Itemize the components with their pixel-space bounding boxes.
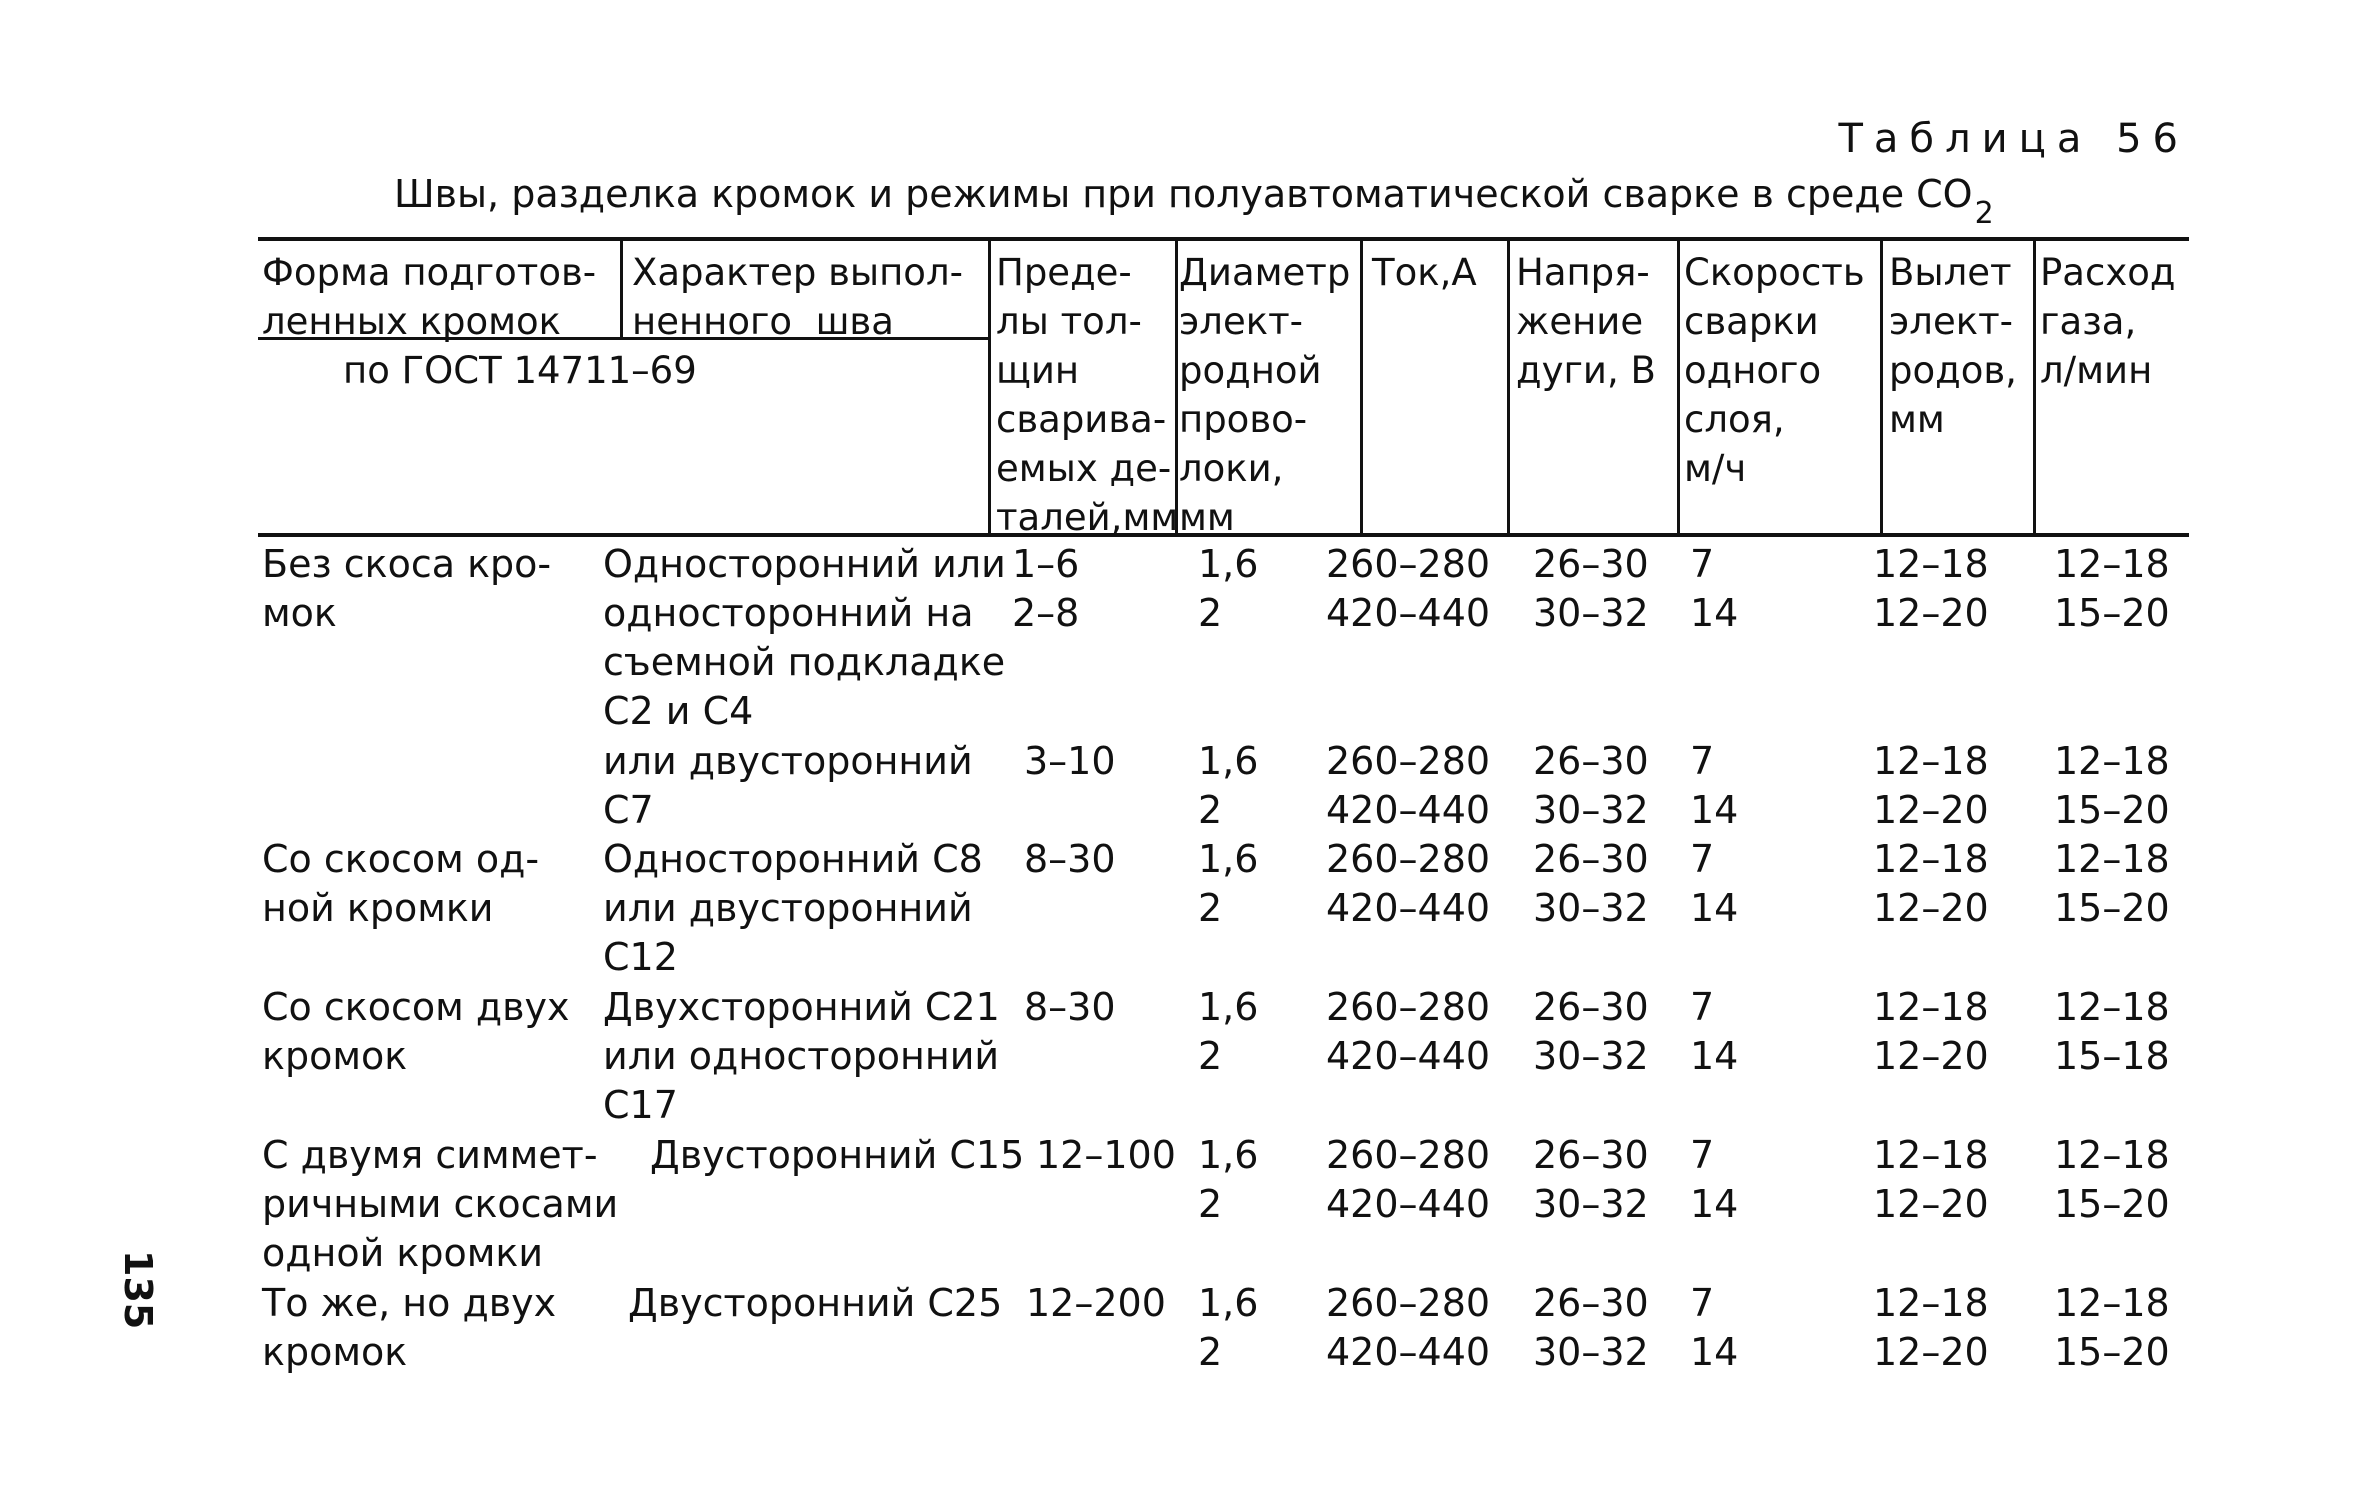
table-row-seam: Односторонний или односторонний на съемной подкладке С2 и С4 (603, 542, 1006, 733)
table-row-diameter: 1,6 2 (1198, 1281, 1259, 1374)
table-title-main: Швы, разделка кромок и режимы при полуавтоматической сварке в среде CO (394, 172, 1973, 216)
table-row-thickness: 12–200 (1026, 1281, 1166, 1325)
table-row-speed: 7 14 (1690, 1281, 1739, 1374)
table-row-seam: Двусторонний С25 (628, 1281, 1003, 1325)
header-thickness: Преде- лы тол- щин сварива- емых де- талей,мм (996, 251, 1179, 539)
table-row-gas: 12–18 15–20 (2054, 1281, 2170, 1374)
table-row-stickout: 12–18 12–20 (1873, 1133, 1989, 1226)
table-row-seam: Двухсторонний С21 или односторонний С17 (603, 985, 1000, 1127)
header-seam: Характер выпол- ненного шва (632, 251, 963, 343)
table-row-current: 260–280 420–440 (1326, 1281, 1491, 1374)
table-row-gas: 12–18 15–18 (2054, 985, 2170, 1078)
table-row-stickout: 12–18 12–20 (1873, 542, 1989, 635)
table-label: Таблица 56 (1838, 116, 2189, 162)
header-speed: Скорость сварки одного слоя, м/ч (1684, 251, 1865, 490)
table-row-form: То же, но двух кромок (262, 1281, 557, 1374)
page-number: 135 (116, 1250, 160, 1330)
table-row-voltage: 26–30 30–32 (1533, 837, 1649, 930)
table-row-seam: или двусторонний С7 (603, 739, 973, 832)
table-row-form: Со скосом двух кромок (262, 985, 570, 1078)
header-divider-2 (988, 241, 991, 533)
table-row-seam: Односторонний С8 или двусторонний С12 (603, 837, 983, 979)
table-row-thickness: 8–30 (1024, 837, 1116, 881)
table-row-form: Без скоса кро- мок (262, 542, 552, 635)
header-gas: Расход газа, л/мин (2040, 251, 2176, 392)
header-divider-4 (1360, 241, 1363, 533)
table-row-speed: 7 14 (1690, 1133, 1739, 1226)
table-row-speed: 7 14 (1690, 837, 1739, 930)
table-row-voltage: 26–30 30–32 (1533, 739, 1649, 832)
table-row-diameter: 1,6 2 (1198, 837, 1259, 930)
table-row-stickout: 12–18 12–20 (1873, 985, 1989, 1078)
table-row-gas: 12–18 15–20 (2054, 1133, 2170, 1226)
table-row-diameter: 1,6 2 (1198, 542, 1259, 635)
header-divider-1 (620, 241, 623, 337)
table-row-voltage: 26–30 30–32 (1533, 985, 1649, 1078)
table-row-form: С двумя симмет- ричными скосами одной кромки (262, 1133, 619, 1275)
header-divider-6 (1677, 241, 1680, 533)
table-row-form: Со скосом од- ной кромки (262, 837, 540, 930)
header-divider-7 (1880, 241, 1883, 533)
table-row-seam: Двусторонний С15 (650, 1133, 1025, 1177)
table-row-gas: 12–18 15–20 (2054, 542, 2170, 635)
header-current: Ток,А (1372, 251, 1477, 294)
table-row-current: 260–280 420–440 (1326, 837, 1491, 930)
table-row-speed: 7 14 (1690, 542, 1739, 635)
table-row-speed: 7 14 (1690, 985, 1739, 1078)
table-row-diameter: 1,6 2 (1198, 1133, 1259, 1226)
header-diameter: Диаметр элект- родной прово- локи, мм (1179, 251, 1351, 539)
table-row-thickness: 1–6 2–8 (1012, 542, 1080, 635)
table-row-current: 260–280 420–440 (1326, 1133, 1491, 1226)
table-row-current: 260–280 420–440 (1326, 985, 1491, 1078)
table-row-current: 260–280 420–440 (1326, 739, 1491, 832)
table-row-thickness: 3–10 (1024, 739, 1116, 783)
header-stickout: Вылет элект- родов, мм (1889, 251, 2017, 441)
table-row-stickout: 12–18 12–20 (1873, 837, 1989, 930)
table-row-voltage: 26–30 30–32 (1533, 1281, 1649, 1374)
table-row-voltage: 26–30 30–32 (1533, 542, 1649, 635)
header-form: Форма подготов- ленных кромок (262, 251, 597, 343)
table-title-subscript: 2 (1974, 196, 1994, 231)
table-row-current: 260–280 420–440 (1326, 542, 1491, 635)
table-row-diameter: 1,6 2 (1198, 985, 1259, 1078)
table-row-gas: 12–18 15–20 (2054, 739, 2170, 832)
table-row-gas: 12–18 15–20 (2054, 837, 2170, 930)
header-voltage: Напря- жение дуги, В (1516, 251, 1656, 392)
header-gost: по ГОСТ 14711–69 (343, 349, 697, 392)
table-row-stickout: 12–18 12–20 (1873, 1281, 1989, 1374)
table-row-speed: 7 14 (1690, 739, 1739, 832)
header-divider-5 (1507, 241, 1510, 533)
table-row-voltage: 26–30 30–32 (1533, 1133, 1649, 1226)
table-row-stickout: 12–18 12–20 (1873, 739, 1989, 832)
table-title (394, 172, 1994, 231)
table-row-thickness: 8–30 (1024, 985, 1116, 1029)
header-divider-8 (2033, 241, 2036, 533)
table-top-rule (258, 237, 2189, 241)
table-row-thickness: 12–100 (1036, 1133, 1176, 1177)
table-row-diameter: 1,6 2 (1198, 739, 1259, 832)
